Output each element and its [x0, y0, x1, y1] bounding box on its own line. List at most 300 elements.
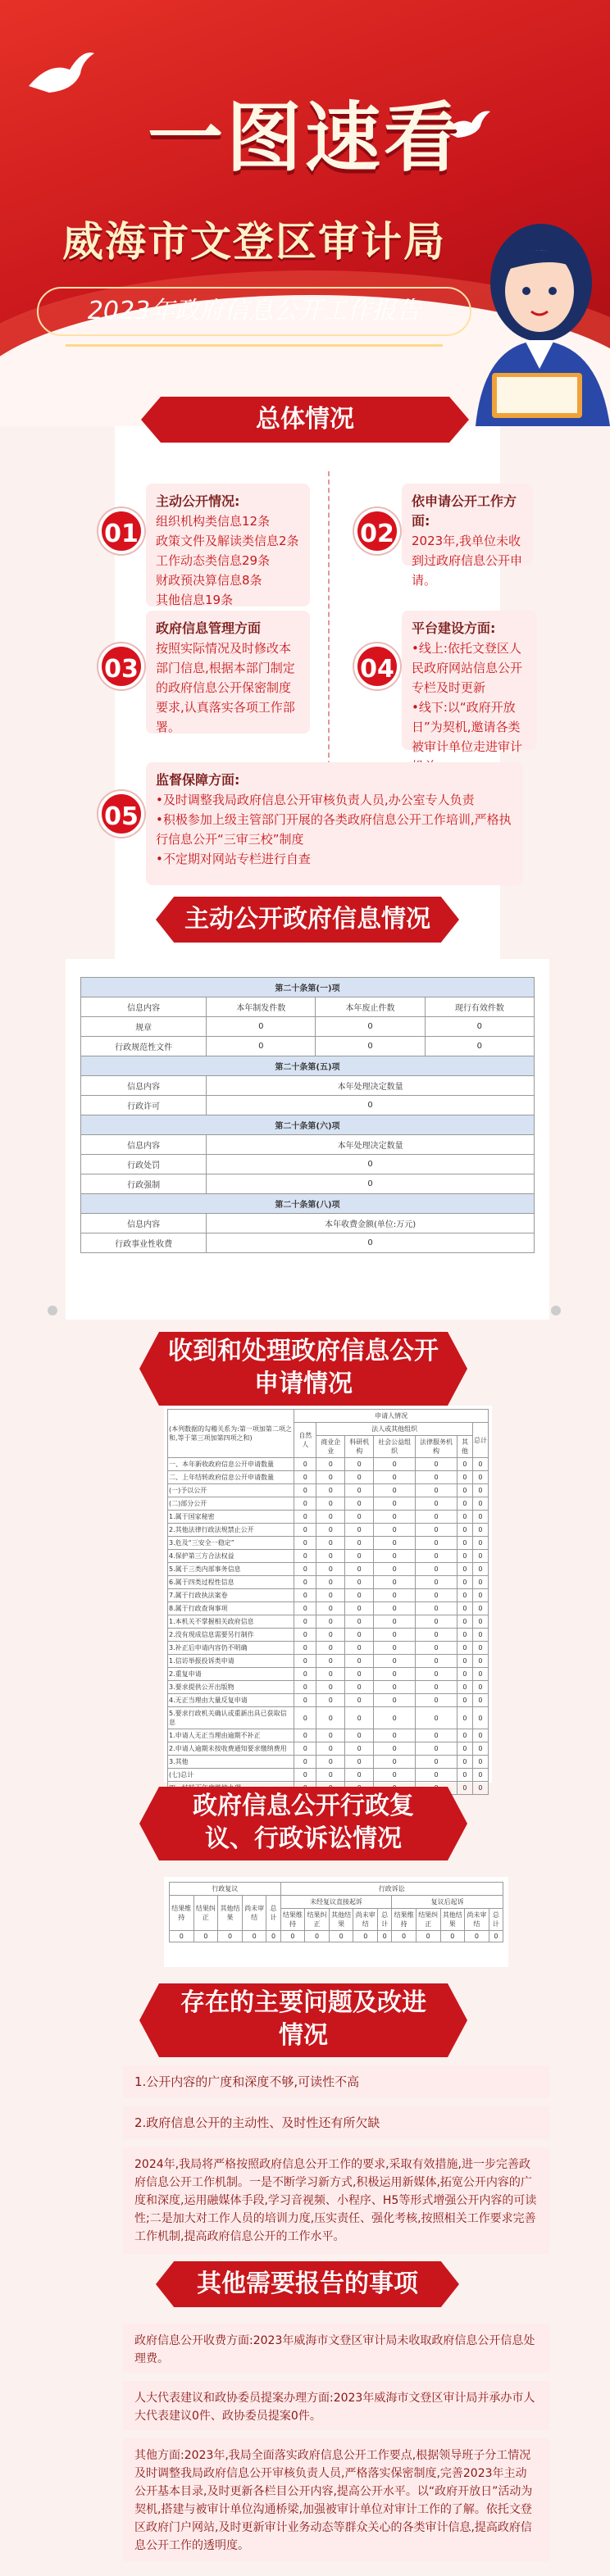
- cell-value: 0: [294, 1602, 316, 1615]
- cell-value: 0: [316, 1681, 345, 1694]
- cell-value: 0: [457, 1484, 472, 1497]
- cell-value: 0: [416, 1681, 458, 1694]
- cell-value: 0: [294, 1756, 316, 1769]
- table-section-title: 第二十条第(八)项: [81, 1194, 535, 1214]
- table-header: 现行有效件数: [425, 997, 534, 1017]
- table-header: (本列数据的勾稽关系为:第一项加第二项之和,等于第三项加第四项之和): [168, 1410, 294, 1458]
- row-label: 7.属于行政执法案卷: [168, 1589, 294, 1602]
- cell-value: 0: [416, 1615, 458, 1629]
- row-label: 4.无正当理由大量反复申请: [168, 1694, 294, 1707]
- cell-value: 0: [457, 1497, 472, 1511]
- row-label: 一、本年新收政府信息公开申请数量: [168, 1458, 294, 1471]
- cell-value: 0: [416, 1694, 458, 1707]
- cell-value: 0: [416, 1576, 458, 1589]
- cell-value: 0: [457, 1729, 472, 1742]
- table-row: [168, 1707, 489, 1729]
- table-header: 本年制发件数: [207, 997, 316, 1017]
- cell-value: 0: [374, 1484, 416, 1497]
- improvement-paragraph: 2024年,我局将严格按照政府信息公开工作的要求,采取有效措施,进一步完善政府信息公开工作机制。一是不断学习新方式,积极运用新媒体,拓宽公开内容的广度和深度,运用融媒体手段,学习音视频、小程序、H5等形式增强公开内容的可读性;二是加大对工作人员的培训力度,压实责任、强化考核,按照相关工作要求完善工作机制,提高政府信息公开的工作水平。: [123, 2147, 549, 2254]
- cell-value: 0: [374, 1458, 416, 1471]
- table-row: 行政事业性收费 0: [81, 1233, 535, 1253]
- table-row: [168, 1497, 489, 1511]
- proactive-banner: 主动公开政府信息情况: [156, 885, 459, 949]
- table-header: 本年处理决定数量: [207, 1135, 535, 1155]
- cell-value: 0: [316, 1458, 345, 1471]
- row-label: 2.重复申请: [168, 1668, 294, 1681]
- card-line: •积极参加上级主管部门开展的各类政府信息公开工作培训,严格执行信息公开“三审三校”制度: [156, 812, 512, 847]
- cell-value: 0: [316, 1484, 345, 1497]
- cell-value: 0: [457, 1694, 472, 1707]
- cell-value: 0: [316, 1629, 345, 1642]
- overview-card-1: [146, 484, 310, 607]
- cell-value: 0: [416, 1668, 458, 1681]
- card-heading: 主动公开情况:: [156, 493, 240, 509]
- row-label: 4.保护第三方合法权益: [168, 1550, 294, 1563]
- card-line: 组织机构类信息12条: [156, 514, 271, 529]
- table-row: [168, 1681, 489, 1694]
- cell-value: 0: [374, 1602, 416, 1615]
- cell-value: 0: [294, 1550, 316, 1563]
- table-header: 行政诉讼: [280, 1883, 503, 1896]
- banner-line: 收到和处理政府信息公开: [168, 1337, 439, 1365]
- cell-value: 0: [374, 1511, 416, 1524]
- cell-value: 0: [472, 1537, 488, 1550]
- cell-value: 0: [316, 1756, 345, 1769]
- divider: [48, 1306, 57, 1315]
- cell-value: 0: [374, 1742, 416, 1756]
- cell-value: 0: [316, 1524, 345, 1537]
- row-label: 1.本机关不掌握相关政府信息: [168, 1615, 294, 1629]
- cell-value: 0: [472, 1563, 488, 1576]
- divider: [66, 344, 443, 347]
- table-row: [168, 1511, 489, 1524]
- cell-value: 0: [416, 1769, 458, 1782]
- row-label: 3.补正后申请内容仍不明确: [168, 1642, 294, 1655]
- review-table-panel: [164, 1877, 508, 1967]
- cell-value: 0: [374, 1642, 416, 1655]
- problem-item: 1.公开内容的广度和深度不够,可读性不高: [123, 2065, 549, 2098]
- cell-value: 0: [345, 1497, 374, 1511]
- cell-value: 0: [416, 1471, 458, 1484]
- cell-value: 0: [316, 1602, 345, 1615]
- row-label: 6.属于四类过程性信息: [168, 1576, 294, 1589]
- row-label: (二)部分公开: [168, 1497, 294, 1511]
- cell-value: 0: [416, 1756, 458, 1769]
- row-label: 3.其他: [168, 1756, 294, 1769]
- table-section-title: 第二十条第(五)项: [81, 1056, 535, 1076]
- table-row: [168, 1642, 489, 1655]
- cell-value: 0: [472, 1576, 488, 1589]
- other-paragraph: 政府信息公开收费方面:2023年威海市文登区审计局未收取政府信息公开信息处理费。: [123, 2324, 549, 2373]
- card-heading: 平台建设方面:: [412, 620, 496, 636]
- cell-value: 0: [316, 1668, 345, 1681]
- row-label: (七)总计: [168, 1769, 294, 1782]
- cell-value: 0: [416, 1511, 458, 1524]
- row-label: 3.危及“三安全一稳定”: [168, 1537, 294, 1550]
- cell-value: 0: [294, 1576, 316, 1589]
- cell-value: 0: [416, 1707, 458, 1729]
- cell-value: 0: [294, 1769, 316, 1782]
- cell-value: 0: [316, 1471, 345, 1484]
- cell-value: 0: [345, 1484, 374, 1497]
- card-line: •线下:以“政府开放日”为契机,邀请各类被审计单位走进审计: [412, 700, 523, 754]
- cell-value: 0: [294, 1497, 316, 1511]
- cell-value: 0: [345, 1742, 374, 1756]
- cell-value: 0: [472, 1484, 488, 1497]
- cell-value: 0: [374, 1550, 416, 1563]
- table-header: 其他: [457, 1436, 472, 1458]
- card-line: •及时调整我局政府信息公开审核负责人员,办公室专人负责: [156, 793, 475, 807]
- table-row: [168, 1589, 489, 1602]
- overview-card-5: [146, 762, 523, 885]
- cell-value: 0: [457, 1524, 472, 1537]
- divider: [551, 1306, 561, 1315]
- table-row: [168, 1550, 489, 1563]
- table-header: 复议后起诉: [392, 1896, 503, 1909]
- cell-value: 0: [416, 1563, 458, 1576]
- cell-value: 0: [345, 1729, 374, 1742]
- report-title: 2023年政府信息公开工作报告: [37, 287, 471, 336]
- row-label: 2.没有现成信息需要另行制作: [168, 1629, 294, 1642]
- cell-value: 0: [294, 1694, 316, 1707]
- cell-value: 0: [316, 1742, 345, 1756]
- cell-value: 0: [457, 1668, 472, 1681]
- cell-value: 0: [374, 1563, 416, 1576]
- review-table: 行政复议 行政诉讼 结果维持 结果纠正 其他结果 尚未审结 总计 未经复议直接起诉 复议后起诉 结果维持 结果纠正 其他结果 尚未审结 总计 结果维持 结果纠正 其他结果 尚未审结 总计 0 0 0 0 0 0 0 0 0 0 0 0 0 0 0: [169, 1882, 503, 1942]
- cell-value: 0: [457, 1458, 472, 1471]
- cell-value: 0: [316, 1497, 345, 1511]
- card-line: •线上:依托文登区人民政府网站信息公开专栏及时更新: [412, 641, 523, 695]
- table-header: 信息内容: [81, 1076, 207, 1096]
- cell-value: 0: [457, 1769, 472, 1782]
- cell-value: 0: [416, 1550, 458, 1563]
- cell-value: 0: [472, 1629, 488, 1642]
- cell-value: 0: [416, 1729, 458, 1742]
- item-number-04: 04: [354, 643, 400, 689]
- item-number-02: 02: [354, 508, 400, 554]
- proactive-table: [80, 977, 535, 1253]
- cell-value: 0: [416, 1589, 458, 1602]
- cell-value: 0: [294, 1471, 316, 1484]
- cell-value: 0: [457, 1602, 472, 1615]
- cell-value: 0: [472, 1589, 488, 1602]
- table-row: 行政处罚 0: [81, 1155, 535, 1174]
- cell-value: 0: [345, 1458, 374, 1471]
- table-row: [168, 1769, 489, 1782]
- card-line: 按照实际情况及时修改本部门信息,根据本部门制定的政府信息公开保密制度要求,认真落实各项工作部署。: [156, 641, 295, 734]
- cell-value: 0: [294, 1668, 316, 1681]
- cell-value: 0: [457, 1550, 472, 1563]
- cell-value: 0: [294, 1537, 316, 1550]
- cell-value: 0: [472, 1497, 488, 1511]
- other-banner: 其他需要报告的事项: [156, 2250, 459, 2314]
- proactive-table-panel: [66, 959, 549, 1320]
- card-heading: 政府信息管理方面: [156, 620, 262, 636]
- table-header: 商业企业: [316, 1436, 345, 1458]
- cell-value: 0: [457, 1576, 472, 1589]
- row-label: 5.属于三类内部事务信息: [168, 1563, 294, 1576]
- cell-value: 0: [345, 1655, 374, 1668]
- cell-value: 0: [345, 1629, 374, 1642]
- cell-value: 0: [457, 1615, 472, 1629]
- cell-value: 0: [472, 1602, 488, 1615]
- cell-value: 0: [294, 1729, 316, 1742]
- cell-value: 0: [345, 1602, 374, 1615]
- cell-value: 0: [472, 1471, 488, 1484]
- card-line: 工作动态类信息29条: [156, 553, 271, 568]
- cell-value: 0: [457, 1681, 472, 1694]
- cell-value: 0: [294, 1484, 316, 1497]
- item-number-01: 01: [98, 508, 144, 554]
- cell-value: 0: [472, 1458, 488, 1471]
- org-name: 威海市文登区审计局: [62, 218, 446, 266]
- cell-value: 0: [374, 1524, 416, 1537]
- cell-value: 0: [457, 1537, 472, 1550]
- card-heading: 依申请公开工作方面:: [412, 493, 517, 529]
- other-paragraph: 人大代表建议和政协委员提案办理方面:2023年威海市文登区审计局并承办市人大代表建议0件、政协委员提案0件。: [123, 2381, 549, 2430]
- overview-banner: 总体情况: [141, 385, 469, 449]
- cell-value: 0: [374, 1655, 416, 1668]
- cell-value: 0: [374, 1769, 416, 1782]
- table-row: [168, 1729, 489, 1742]
- cell-value: 0: [374, 1589, 416, 1602]
- banner-line: 申请情况: [254, 1370, 353, 1398]
- overview-card-2: [402, 484, 533, 588]
- overview-card-3: [146, 611, 310, 734]
- cell-value: 0: [294, 1511, 316, 1524]
- cell-value: 0: [345, 1694, 374, 1707]
- row-label: 3.要求提供公开出版物: [168, 1681, 294, 1694]
- other-paragraph: 其他方面:2023年,我局全面落实政府信息公开工作要点,根据领导班子分工情况及时调整我局政府信息公开审核负责人员,严格落实保密制度,完善2023年主动公开基本目录,及时更新各栏目公开内容,提高公开水平。以“政府开放日”活动为契机,搭建与被审计单位沟通桥梁,加强被审计单位对审计工作的了解。依托文登区政府门户网站,及时更新审计业务动态等群众关心的各类审计信息,提高政府信息公开工作的透明度。: [123, 2438, 549, 2561]
- cell-value: 0: [374, 1629, 416, 1642]
- cell-value: 0: [294, 1629, 316, 1642]
- cell-value: 0: [472, 1524, 488, 1537]
- table-row: [168, 1655, 489, 1668]
- cell-value: 0: [345, 1511, 374, 1524]
- cell-value: 0: [345, 1576, 374, 1589]
- table-row: [168, 1563, 489, 1576]
- cell-value: 0: [457, 1563, 472, 1576]
- cell-value: 0: [345, 1769, 374, 1782]
- table-row: [168, 1471, 489, 1484]
- table-header: 法律服务机构: [416, 1436, 458, 1458]
- table-row: [168, 1458, 489, 1471]
- cell-value: 0: [316, 1511, 345, 1524]
- table-header: 本年处理决定数量: [207, 1076, 535, 1096]
- cell-value: 0: [472, 1729, 488, 1742]
- table-row: [168, 1524, 489, 1537]
- cell-value: 0: [316, 1769, 345, 1782]
- table-header: 社会公益组织: [374, 1436, 416, 1458]
- cell-value: 0: [374, 1694, 416, 1707]
- item-number-05: 05: [98, 791, 144, 837]
- row-label: 8.属于行政查询事项: [168, 1602, 294, 1615]
- cell-value: 0: [345, 1471, 374, 1484]
- cell-value: 0: [472, 1769, 488, 1782]
- cell-value: 0: [472, 1550, 488, 1563]
- cell-value: 0: [472, 1707, 488, 1729]
- card-line: •不定期对网站专栏进行自查: [156, 852, 311, 866]
- cell-value: 0: [294, 1524, 316, 1537]
- card-line: 政策文件及解读类信息2条: [156, 534, 299, 548]
- table-row: [168, 1694, 489, 1707]
- cell-value: 0: [457, 1756, 472, 1769]
- cell-value: 0: [457, 1642, 472, 1655]
- row-label: 2.申请人逾期未按收费通知要求缴纳费用: [168, 1742, 294, 1756]
- cell-value: 0: [472, 1668, 488, 1681]
- overview-card-4: [402, 611, 537, 754]
- cell-value: 0: [345, 1756, 374, 1769]
- cell-value: 0: [416, 1655, 458, 1668]
- cell-value: 0: [374, 1668, 416, 1681]
- table-header: 未经复议直接起诉: [280, 1896, 392, 1909]
- item-number-03: 03: [98, 643, 144, 689]
- cell-value: 0: [345, 1537, 374, 1550]
- cell-value: 0: [294, 1655, 316, 1668]
- card-line: 其他信息19条: [156, 593, 234, 607]
- reader-illustration-icon: [459, 205, 610, 426]
- cell-value: 0: [374, 1707, 416, 1729]
- row-label: 1.属于国家秘密: [168, 1511, 294, 1524]
- cell-value: 0: [345, 1563, 374, 1576]
- table-section-title: 第二十条第(六)项: [81, 1115, 535, 1135]
- cell-value: 0: [316, 1655, 345, 1668]
- review-banner: [139, 1787, 467, 1869]
- cell-value: 0: [374, 1497, 416, 1511]
- cell-value: 0: [294, 1458, 316, 1471]
- cell-value: 0: [457, 1782, 472, 1795]
- cell-value: 0: [472, 1782, 488, 1795]
- cell-value: 0: [416, 1629, 458, 1642]
- table-row: [168, 1756, 489, 1769]
- applications-table-panel: [164, 1406, 492, 1792]
- cell-value: 0: [457, 1655, 472, 1668]
- problems-banner: [139, 1983, 467, 2065]
- table-row: [168, 1742, 489, 1756]
- cell-value: 0: [472, 1511, 488, 1524]
- cell-value: 0: [294, 1681, 316, 1694]
- table-header: 总计: [472, 1423, 488, 1458]
- cell-value: 0: [457, 1742, 472, 1756]
- cell-value: 0: [316, 1576, 345, 1589]
- cell-value: 0: [374, 1681, 416, 1694]
- cell-value: 0: [457, 1589, 472, 1602]
- table-row: [168, 1629, 489, 1642]
- cell-value: 0: [294, 1615, 316, 1629]
- table-row: [168, 1484, 489, 1497]
- cell-value: 0: [316, 1563, 345, 1576]
- cell-value: 0: [416, 1642, 458, 1655]
- cell-value: 0: [457, 1471, 472, 1484]
- cell-value: 0: [345, 1589, 374, 1602]
- cell-value: 0: [345, 1642, 374, 1655]
- cell-value: 0: [416, 1497, 458, 1511]
- cell-value: 0: [416, 1458, 458, 1471]
- cell-value: 0: [472, 1756, 488, 1769]
- card-heading: 监督保障方面:: [156, 772, 240, 788]
- table-header: 行政复议: [170, 1883, 281, 1896]
- cell-value: 0: [294, 1589, 316, 1602]
- cell-value: 0: [316, 1589, 345, 1602]
- cell-value: 0: [316, 1694, 345, 1707]
- table-header: 申请人情况: [294, 1410, 489, 1423]
- banner-line: 政府信息公开行政复: [193, 1792, 414, 1820]
- cell-value: 0: [472, 1694, 488, 1707]
- cell-value: 0: [294, 1707, 316, 1729]
- table-header: 自然人: [294, 1423, 316, 1458]
- cell-value: 0: [416, 1484, 458, 1497]
- row-label: 二、上年结转政府信息公开申请数量: [168, 1471, 294, 1484]
- cell-value: 0: [345, 1707, 374, 1729]
- cell-value: 0: [345, 1615, 374, 1629]
- table-row: 行政规范性文件 0 0 0: [81, 1037, 535, 1056]
- cell-value: 0: [316, 1642, 345, 1655]
- cell-value: 0: [345, 1524, 374, 1537]
- table-header: 信息内容: [81, 1135, 207, 1155]
- applications-table: [167, 1409, 489, 1795]
- cell-value: 0: [374, 1615, 416, 1629]
- banner-line: 议、行政诉讼情况: [205, 1824, 402, 1853]
- cell-value: 0: [472, 1742, 488, 1756]
- table-row: 0 0 0 0 0 0 0 0 0 0 0 0 0 0 0: [170, 1931, 503, 1942]
- problem-item: 2.政府信息公开的主动性、及时性还有所欠缺: [123, 2106, 549, 2139]
- applications-banner: [139, 1332, 467, 1414]
- table-row: [168, 1537, 489, 1550]
- card-line: 财政预决算信息8条: [156, 573, 262, 588]
- table-row: [168, 1576, 489, 1589]
- cell-value: 0: [374, 1756, 416, 1769]
- cell-value: 0: [472, 1642, 488, 1655]
- cell-value: 0: [416, 1524, 458, 1537]
- banner-line: 情况: [279, 2021, 328, 2050]
- cell-value: 0: [374, 1471, 416, 1484]
- card-line: 2023年,我单位未收到过政府信息公开申请。: [412, 534, 523, 588]
- table-section-title: 第二十条第(一)项: [81, 978, 535, 997]
- cell-value: 0: [416, 1742, 458, 1756]
- banner-line: 存在的主要问题及改进: [180, 1988, 426, 2017]
- cell-value: 0: [345, 1550, 374, 1563]
- row-label: 1.申请人无正当理由逾期不补正: [168, 1729, 294, 1742]
- table-row: [168, 1668, 489, 1681]
- cell-value: 0: [457, 1629, 472, 1642]
- cell-value: 0: [457, 1707, 472, 1729]
- big-title: 一图速看: [147, 94, 462, 182]
- row-label: 1.信访举报投诉类申请: [168, 1655, 294, 1668]
- cell-value: 0: [316, 1729, 345, 1742]
- table-row: 规章 0 0 0: [81, 1017, 535, 1037]
- cell-value: 0: [294, 1742, 316, 1756]
- row-label: (一)予以公开: [168, 1484, 294, 1497]
- cell-value: 0: [374, 1729, 416, 1742]
- row-label: 5.要求行政机关确认或重新出具已获取信息: [168, 1707, 294, 1729]
- cell-value: 0: [374, 1537, 416, 1550]
- cell-value: 0: [416, 1537, 458, 1550]
- table-header: 科研机构: [345, 1436, 374, 1458]
- cell-value: 0: [316, 1615, 345, 1629]
- cell-value: 0: [294, 1642, 316, 1655]
- table-row: [168, 1615, 489, 1629]
- cell-value: 0: [457, 1511, 472, 1524]
- table-header: 法人或其他组织: [316, 1423, 473, 1436]
- divider: [328, 471, 330, 807]
- table-row: [168, 1602, 489, 1615]
- table-header: 信息内容: [81, 997, 207, 1017]
- cell-value: 0: [294, 1563, 316, 1576]
- row-label: 2.其他法律行政法规禁止公开: [168, 1524, 294, 1537]
- cell-value: 0: [345, 1668, 374, 1681]
- cell-value: 0: [316, 1537, 345, 1550]
- cell-value: 0: [472, 1655, 488, 1668]
